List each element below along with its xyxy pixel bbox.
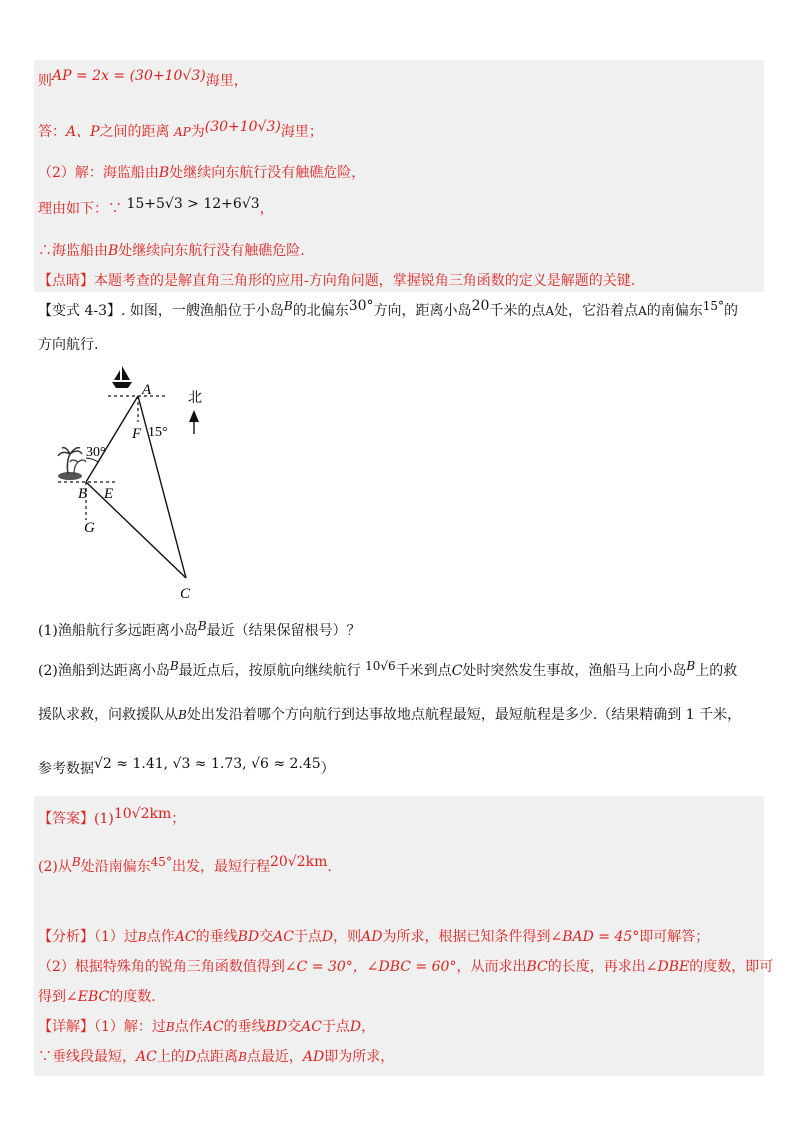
answer-line-1: 【答案】(1)10√2km；	[38, 806, 186, 827]
island-icon	[58, 448, 86, 480]
label-A: A	[142, 382, 152, 398]
label-B: B	[78, 486, 88, 502]
problem-tag: 【变式 4-3】	[38, 303, 121, 319]
label-F: F	[132, 426, 142, 442]
solution-conclusion-line: ∴海监船由B处继续向东航行没有触礁危险.	[38, 243, 305, 259]
answer-tag: 【答案】	[38, 811, 94, 827]
question-2-line-2: 援队求救，问救援队从B处出发沿着哪个方向航行到达事故地点航程最短，最短航程是多少.（结果精确到 1 千米，	[38, 707, 742, 723]
label-15-degree: 15°	[148, 425, 168, 440]
answer-line-2: (2)从B处沿南偏东45°出发，最短行程20√2km.	[38, 854, 332, 875]
label-G: G	[84, 520, 95, 536]
analysis-line-2: （2）根据特殊角的锐角三角函数值得到∠C = 30°，∠DBC = 60°，从而求出BC的长度，再求出∠DBE的度数，即可	[38, 959, 774, 975]
solution-line-1: 则AP = 2x = (30+10√3)海里，	[38, 68, 248, 89]
label-E: E	[104, 486, 114, 502]
question-2-line-3: 参考数据√2 ≈ 1.41, √3 ≈ 1.73, √6 ≈ 2.45）	[38, 756, 335, 777]
question-2-line-1: (2)渔船到达距离小岛B最近点后，按原航向继续航行 10√6千米到点C处时突然发生事故，渔船马上向小岛B上的救	[38, 659, 738, 679]
label-30-degree: 30°	[86, 445, 106, 460]
problem-line-1: 【变式 4-3】. 如图，一艘渔船位于小岛B的北偏东30°方向，距离小岛20千米的点A处，它沿着点A的南偏东15°的	[38, 298, 739, 319]
north-arrow-icon	[189, 410, 199, 422]
label-C: C	[180, 586, 191, 602]
detail-tag: 【详解】	[38, 1019, 94, 1035]
analysis-tag: 【分析】	[38, 929, 94, 945]
analysis-line-3: 得到∠EBC的度数.	[38, 989, 156, 1005]
detail-line-2: ∵垂线段最短，AC上的D点距离B点最近，AD即为所求，	[38, 1049, 395, 1065]
solution-part2-line: （2）解：海监船由B处继续向东航行没有触礁危险，	[38, 165, 366, 181]
key-point-line: 【点睛】本题考查的是解直角三角形的应用-方向角问题，掌握锐角三角函数的定义是解题的关键.	[38, 273, 636, 289]
analysis-line-1: 【分析】（1）过B点作AC的垂线BD交AC于点D，则AD为所求，根据已知条件得到∠BAD = 45°即可解答；	[38, 929, 710, 945]
label-north: 北	[188, 391, 202, 406]
detail-line-1: 【详解】（1）解：过B点作AC的垂线BD交AC于点D，	[38, 1019, 376, 1035]
geometry-figure	[48, 362, 268, 612]
question-1: (1)渔船航行多远距离小岛B最近（结果保留根号）？	[38, 619, 361, 639]
key-point-tag: 【点睛】	[38, 273, 94, 289]
boat-icon	[112, 366, 132, 388]
solution-reason-line: 理由如下：∵ 15+5√3 > 12+6√3，	[38, 196, 274, 217]
problem-line-2: 方向航行.	[38, 337, 99, 353]
solution-answer-line: 答：A、P之间的距离 AP为(30+10√3)海里；	[38, 119, 323, 140]
